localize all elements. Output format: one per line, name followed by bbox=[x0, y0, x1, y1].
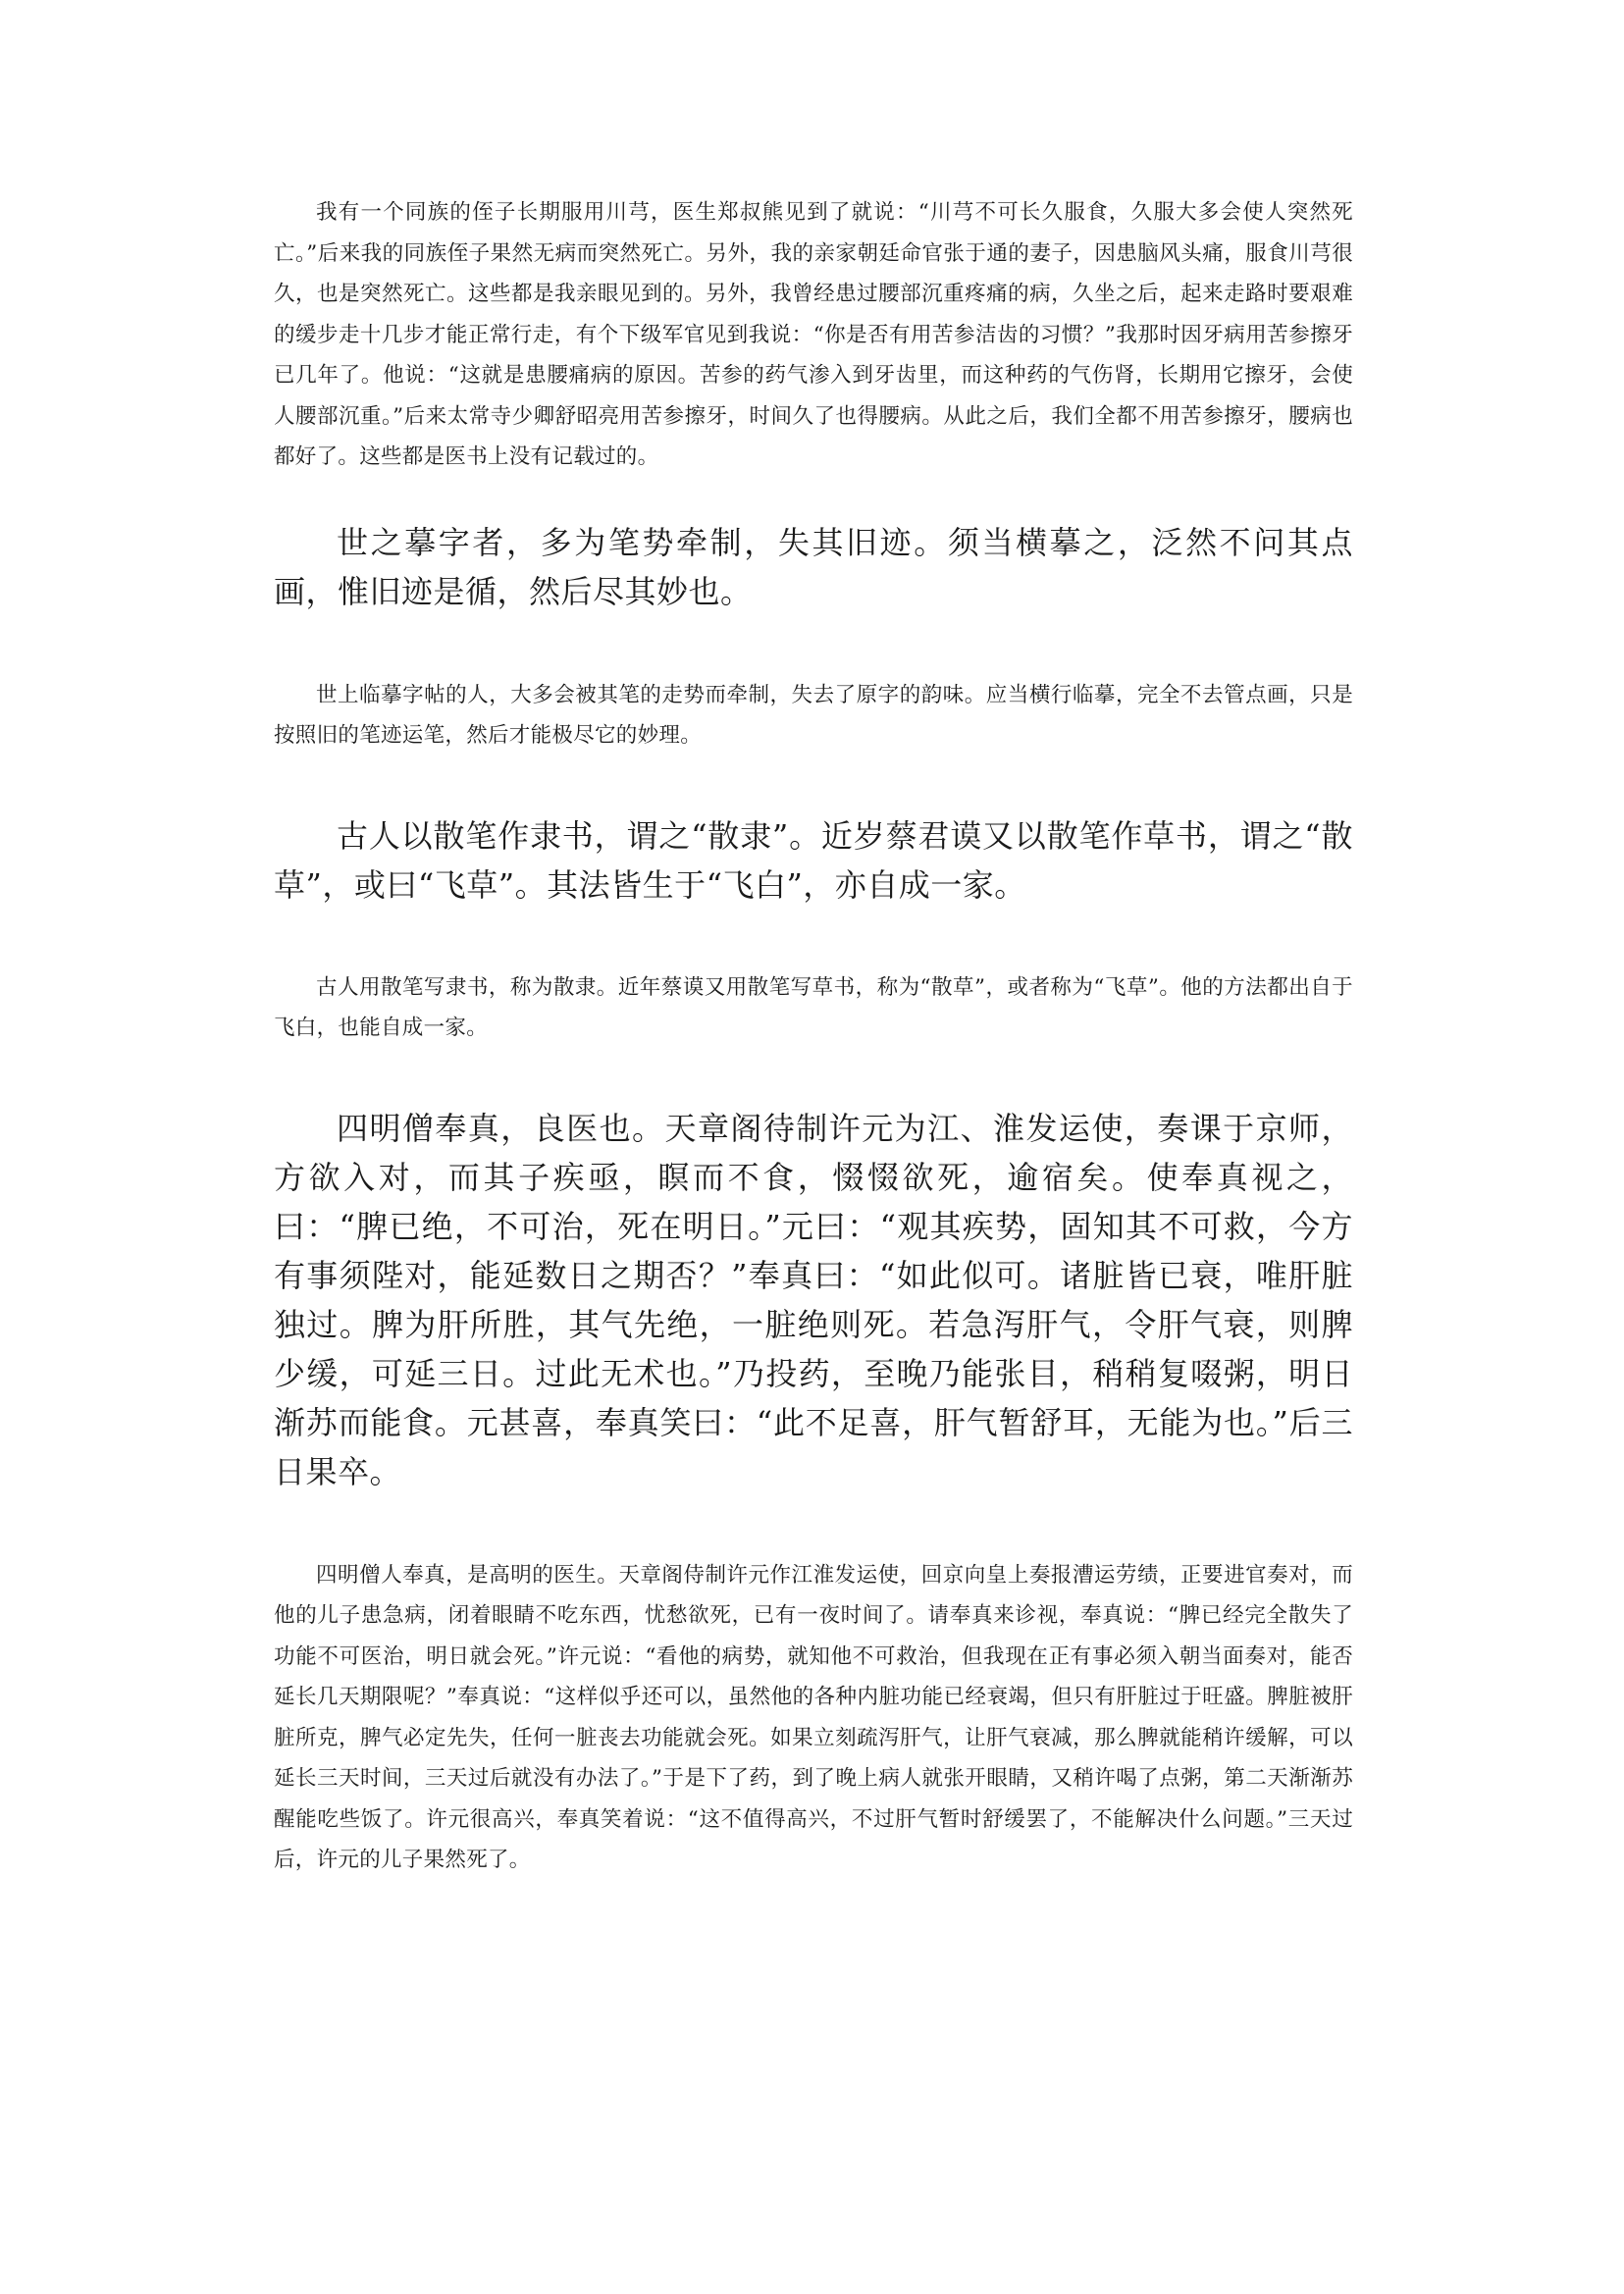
classical-text-paragraph-1: 世之摹字者，多为笔势牵制，失其旧迹。须当横摹之，泛然不问其点画，惟旧迹是循，然后尽其妙也。 bbox=[274, 523, 1353, 610]
translation-paragraph-2: 世上临摹字帖的人，大多会被其笔的走势而牵制，失去了原字的韵味。应当横行临摹，完全不去管点画，只是按照旧的笔迹运笔，然后才能极尽它的妙理。 bbox=[274, 682, 1353, 748]
document-body bbox=[274, 192, 1353, 1881]
classical-text-paragraph-3: 四明僧奉真，良医也。天章阁待制许元为江、淮发运使，奏课于京师，方欲入对，而其子疾亟，瞑而不食，惙惙欲死，逾宿矣。使奉真视之，曰：“脾已绝，不可治，死在明日。”元曰：“观其疾势，固知其不可救，今方有事须陛对，能延数日之期否？”奉真曰：“如此似可。诸脏皆已衰，唯肝脏独过。脾为肝所胜，其气先绝，一脏绝则死。若急泻肝气，令肝气衰，则脾少缓，可延三日。过此无术也。”乃投药，至晚乃能张目，稍稍复啜粥，明日渐苏而能食。元甚喜，奉真笑曰：“此不足喜，肝气暂舒耳，无能为也。”后三日果卒。 bbox=[274, 1109, 1353, 1490]
translation-paragraph-4: 四明僧人奉真，是高明的医生。天章阁侍制许元作江淮发运使，回京向皇上奏报漕运劳绩，正要进官奏对，而他的儿子患急病，闭着眼睛不吃东西，忧愁欲死，已有一夜时间了。请奉真来诊视，奉真说：“脾已经完全散失了功能不可医治，明日就会死。”许元说：“看他的病势，就知他不可救治，但我现在正有事必须入朝当面奏对，能否延长几天期限呢？”奉真说：“这样似乎还可以，虽然他的各种内脏功能已经衰竭，但只有肝脏过于旺盛。脾脏被肝脏所克，脾气必定先失，任何一脏丧去功能就会死。如果立刻疏泻肝气，让肝气衰减，那么脾就能稍许缓解，可以延长三天时间，三天过后就没有办法了。”于是下了药，到了晚上病人就张开眼睛，又稍许喝了点粥，第二天渐渐苏醒能吃些饭了。许元很高兴，奉真笑着说：“这不值得高兴，不过肝气暂时舒缓罢了，不能解决什么问题。”三天过后，许元的儿子果然死了。 bbox=[274, 1562, 1353, 1872]
translation-paragraph-3: 古人用散笔写隶书，称为散隶。近年蔡谟又用散笔写草书，称为“散草”，或者称为“飞草”。他的方法都出自于飞白，也能自成一家。 bbox=[274, 974, 1353, 1040]
classical-text-paragraph-2: 古人以散笔作隶书，谓之“散隶”。近岁蔡君谟又以散笔作草书，谓之“散草”，或曰“飞草”。其法皆生于“飞白”，亦自成一家。 bbox=[274, 816, 1353, 904]
translation-paragraph-1: 我有一个同族的侄子长期服用川芎，医生郑叔熊见到了就说：“川芎不可长久服食，久服大多会使人突然死亡。”后来我的同族侄子果然无病而突然死亡。另外，我的亲家朝廷命官张于通的妻子，因患脑风头痛，服食川芎很久，也是突然死亡。这些都是我亲眼见到的。另外，我曾经患过腰部沉重疼痛的病，久坐之后，起来走路时要艰难的缓步走十几步才能正常行走，有个下级军官见到我说：“你是否有用苦参洁齿的习惯？”我那时因牙病用苦参擦牙已几年了。他说：“这就是患腰痛病的原因。苦参的药气渗入到牙齿里，而这种药的气伤肾，长期用它擦牙，会使人腰部沉重。”后来太常寺少卿舒昭亮用苦参擦牙，时间久了也得腰病。从此之后，我们全都不用苦参擦牙，腰病也都好了。这些都是医书上没有记载过的。 bbox=[274, 200, 1353, 469]
